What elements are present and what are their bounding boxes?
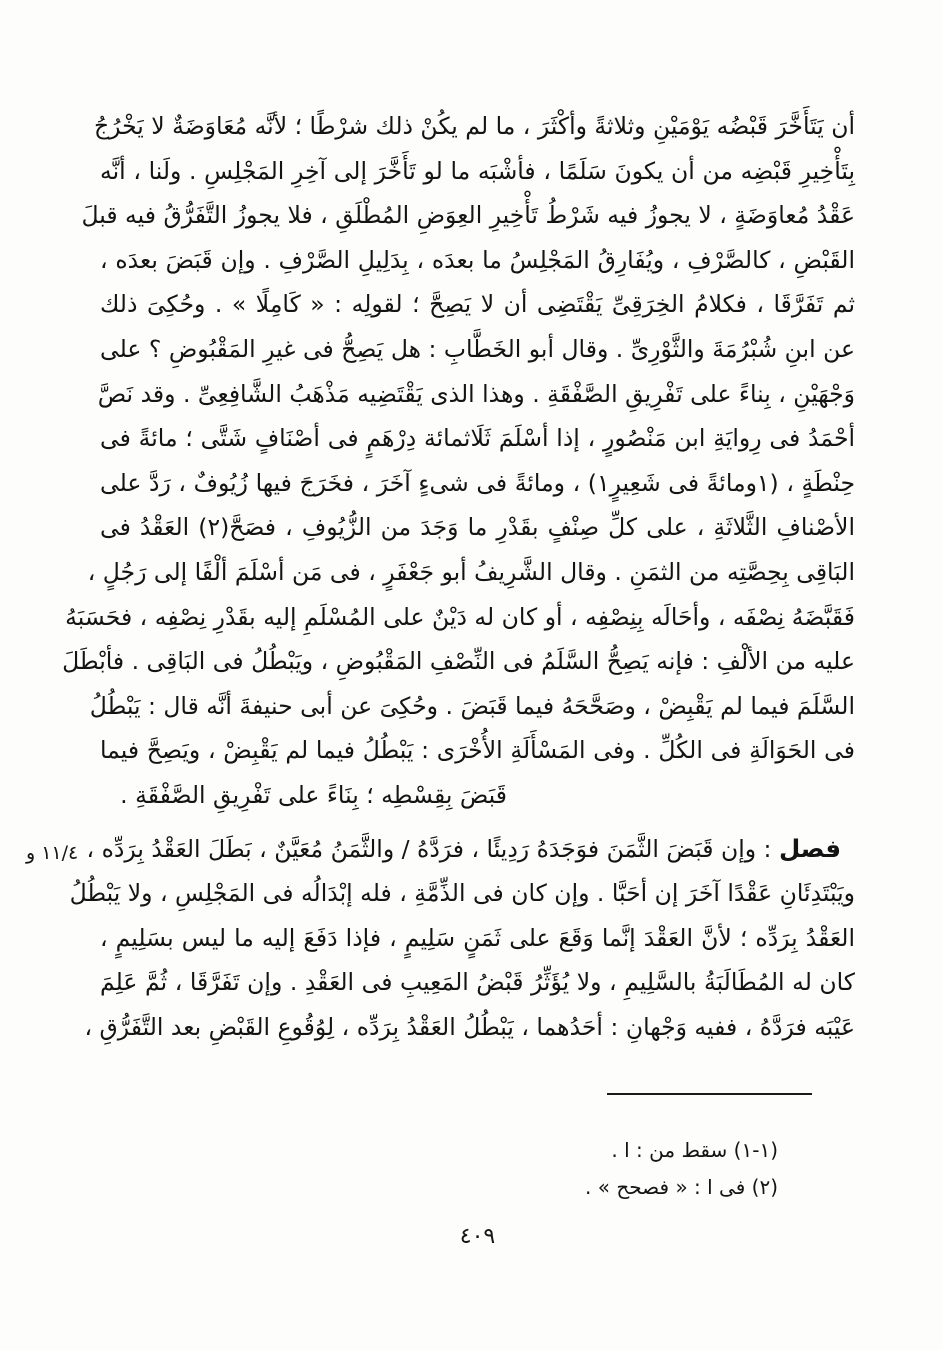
text-line-with-footnote-marker: الأصْنافِ الثَّلاثَةِ ، على كلِّ صِنْفٍ بقَدْرِ ما وَجَدَ من الزُّيُوفِ ، فصَحَّ(٢) العَقْدُ فى bbox=[100, 513, 855, 542]
fasl-section-line bbox=[86, 827, 855, 872]
text-line: عَقْدُ مُعاوَضَةٍ ، لا يجوزُ فيه شَرْطُ تَأْخِيرِ العِوَضِ المُطْلَقِ ، فلا يجوزُ التَّفَرُّقُ فيه قبلَ bbox=[81, 201, 855, 230]
text-line: عليه من الألْفِ : فإنه يَصِحُّ السَّلَمُ فى النِّصْفِ المَقْبُوضِ ، ويَبْطُلُ فى البَاقِى . فأبْطَلَ bbox=[62, 647, 855, 676]
paragraph-end-line: قَبَضَ بِقِسْطِه ؛ بِنَاءً على تَفْرِيقِ الصَّفْقَةِ . bbox=[120, 780, 507, 809]
text-line: عن ابنِ شُبْرُمَةَ والثَّوْرِىِّ . وقال أبو الخَطَّابِ : هل يَصِحُّ فى غيرِ المَقْبُوضِ ؟ على bbox=[100, 334, 855, 363]
text-line: أن يَتَأَخَّرَ قَبْضُه يَوْمَيْنِ وثلاثةً وأكْثَرَ ، ما لم يكُنْ ذلك شرْطًا ؛ لأنَّه مُعَاوَضَةٌ لا يَخْرُجُ bbox=[93, 112, 855, 140]
text-line: البَاقِى بِحِصَّتِه من الثمَنِ . وقال الشَّرِيفُ أبو جَعْفَرٍ ، فى مَن أسْلَمَ ألْفًا إلى رَجُلٍ ، bbox=[87, 557, 855, 586]
main-text-block bbox=[62, 104, 855, 1049]
text-line: القَبْضِ ، كالصَّرْفِ ، ويُفَارِقُ المَجْلِسُ ما بعدَه ، بِدَلِيلِ الصَّرْفِ . وإن قَبَضَ بعدَه ، bbox=[100, 245, 855, 274]
text-line: العَقْدُ بِرَدِّه ؛ لأنَّ العَقْدَ إنَّما وَقَعَ على ثَمَنٍ سَلِيمٍ ، فإذا دَفَعَ إليه ما ليس بسَلِيمٍ ، bbox=[100, 923, 855, 952]
text-line: ويَبْتَدِئَانِ عَقْدًا آخَرَ إن أحَبَّا . وإن كان فى الذِّمَّةِ ، فله إبْدَالُه فى المَجْلِسِ ، ولا يَبْطُلُ bbox=[69, 879, 855, 908]
fasl-section-label: فصل bbox=[778, 833, 841, 863]
text-line: ثم تَفَرَّقَا ، فكلامُ الخِرَقِىِّ يَقْتَضِى أن لا يَصِحَّ ؛ لقولِه : « كَامِلًا » . وحُكِىَ ذلك bbox=[100, 290, 855, 319]
footnote-2: (٢) فى ا : « فصحح » . bbox=[585, 1175, 778, 1199]
text-line: فَقَبَّضَهُ نِصْفَه ، وأحَالَه بِنِصْفِه ، أو كان له دَيْنٌ على المُسْلَمِ إليه بقَدْرِ نِصْفِه ، فحَسَبَهُ bbox=[65, 602, 855, 631]
footnote-separator-rule bbox=[607, 1093, 812, 1095]
text-line: أحْمَدُ فى رِوايَةِ ابن مَنْصُورٍ ، إذا أسْلَمَ ثَلَاثمائة دِرْهَمٍ فى أصْنَافٍ شَتَّى ؛ مائةً فى bbox=[100, 424, 855, 453]
text-line: بِتَأْخِيرِ قَبْضِه من أن يكونَ سَلَمًا ، فأشْبَه ما لو تَأَخَّرَ إلى آخِرِ المَجْلِسِ . ولَنا ، أنَّه bbox=[100, 156, 855, 185]
folio-margin-note: ١١/٤ و bbox=[26, 842, 79, 864]
fasl-section-text: : وإن قَبَضَ الثَّمَنَ فوَجَدَهُ رَدِيئًا ، فرَدَّهُ / والثَّمَنُ مُعَيَّنٌ ، بَطَلَ العَقْدُ بِرَدِّه ، bbox=[86, 834, 779, 863]
text-line: فى الحَوَالَةِ فى الكُلِّ . وفى المَسْأَلَةِ الأُخْرَى : يَبْطُلُ فيما لم يَقْبِضْ ، ويَصِحَّ فيما bbox=[100, 736, 855, 765]
text-line-with-footnote-marker: حِنْطَةٍ ، (١ومائةً فى شَعِيرٍ١) ، ومائةً فى شىءٍ آخَرَ ، فخَرَجَ فيها زُيُوفٌ ، رَدَّ على bbox=[100, 468, 855, 497]
footnotes-block bbox=[158, 1132, 778, 1206]
text-line: وَجْهَيْنِ ، بِناءً على تَفْرِيقِ الصَّفْقَةِ . وهذا الذى يَقْتَضِيه مَذْهَبُ الشَّافِعِىِّ . وقد نَصَّ bbox=[97, 379, 855, 408]
page-number: ٤٠٩ bbox=[459, 1224, 496, 1249]
text-line: كان له المُطَالَبَةُ بالسَّلِيمِ ، ولا يُؤَثِّرُ قَبْضُ المَعِيبِ فى العَقْدِ . وإن تَفَرَّقَا ، ثُمَّ عَلِمَ bbox=[100, 968, 855, 997]
text-line: السَّلَمَ فيما لم يَقْبِضْ ، وصَحَّحَهُ فيما قَبَضَ . وحُكِىَ عن أبى حنيفةَ أنَّه قال : يَبْطُلُ bbox=[89, 691, 855, 720]
text-line: عَيْبَه فرَدَّهُ ، ففيه وَجْهانِ : أحَدُهما ، يَبْطُلُ العَقْدُ بِرَدِّه ، لِوُقُوعِ القَبْضِ بعد التَّفَرُّقِ ، bbox=[84, 1012, 855, 1041]
footnote-1: (١-١) سقط من : ا . bbox=[611, 1138, 778, 1162]
